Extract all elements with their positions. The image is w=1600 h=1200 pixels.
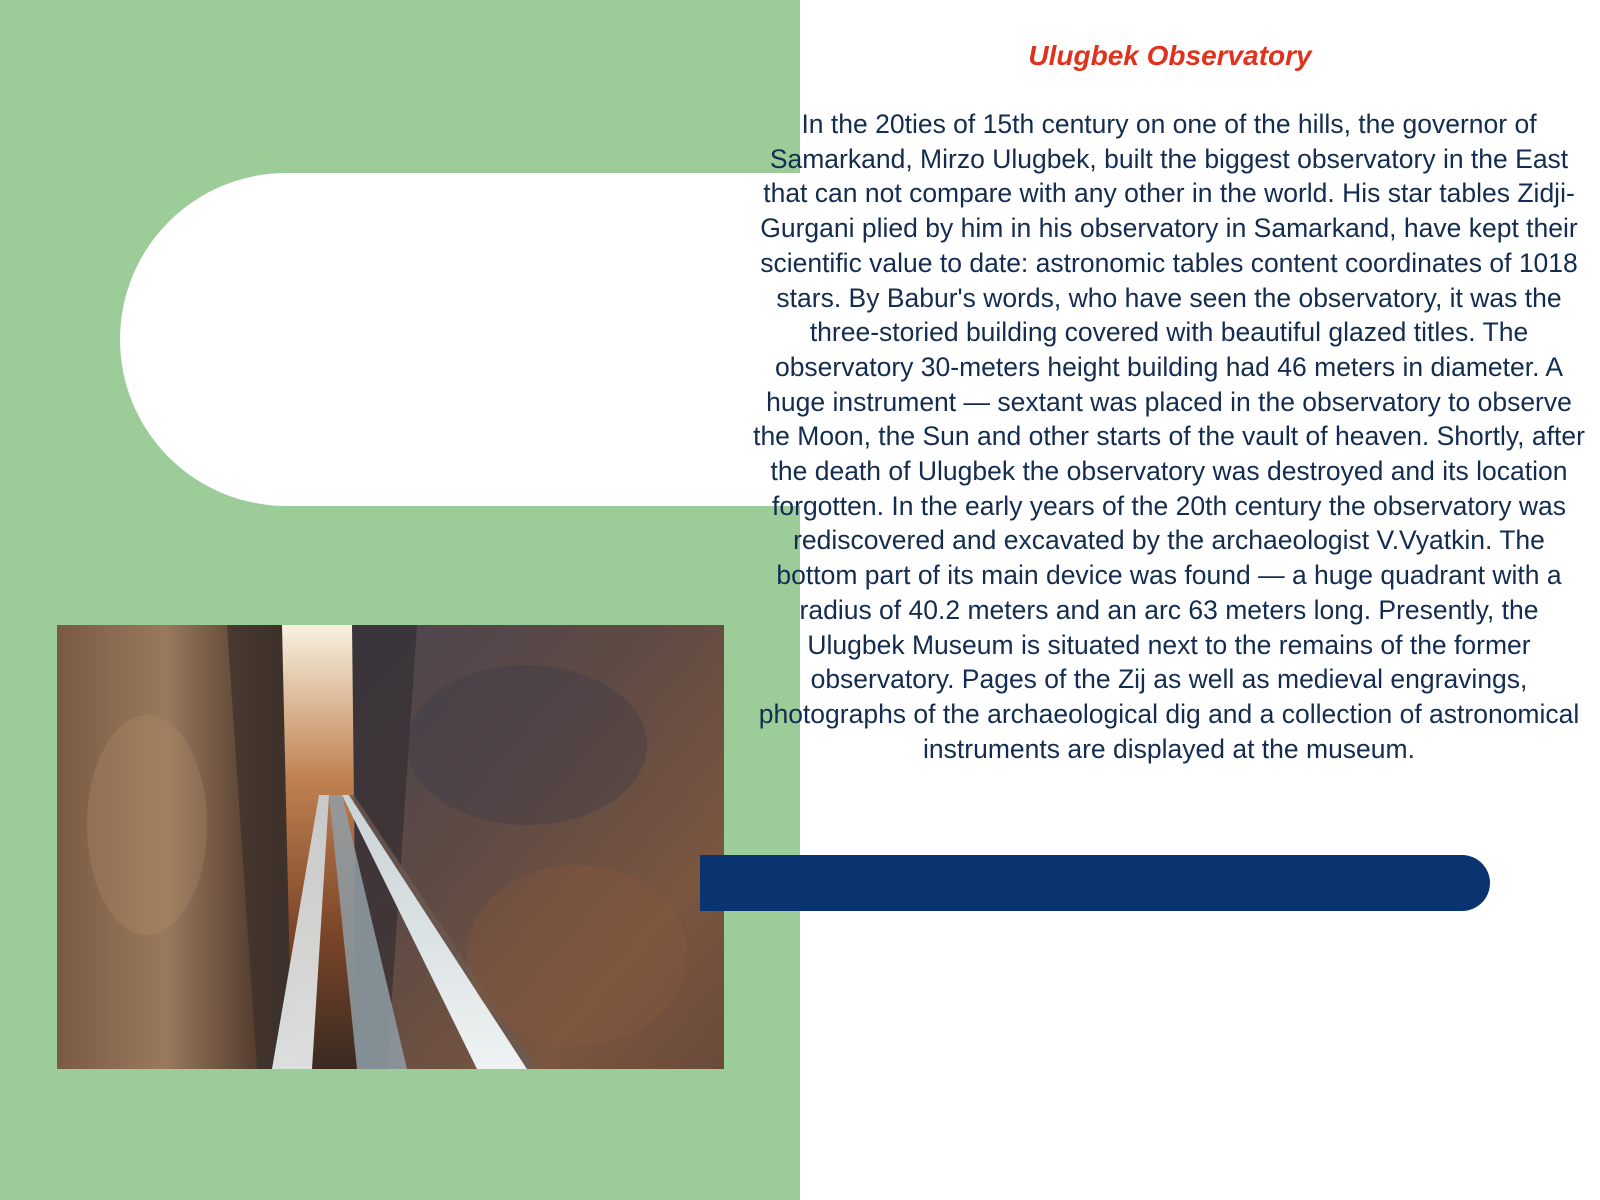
slide-body-text: In the 20ties of 15th century on one of the hills, the governor of Samarkand, Mirzo Ulugbek, built the biggest observatory in the East that can not compare with any other in the world. His star tables Zidji-Gurgani plied by him in his observatory in Samarkand, have kept their scientific value to date: astronomic tables content coordinates of 1018 stars. By Babur's words, who have seen the observatory, it was the three-storied building covered with beautiful glazed titles. The observatory 30-meters height building had 46 meters in diameter. A huge instrument — sextant was placed in the observatory to observe the Moon, the Sun and other starts of the vault of heaven. Shortly, after the death of Ulugbek the observatory was destroyed and its location forgotten. In the early years of the 20th century the observatory was rediscovered and excavated by the archaeologist V.Vyatkin. The bottom part of its main device was found — a huge quadrant with a radius of 40.2 meters and an arc 63 meters long. Presently, the Ulugbek Museum is situated next to the remains of the former observatory. Pages of the Zij as well as medieval engravings, photographs of the archaeological dig and a collection of astronomical instruments are displayed at the museum. xyxy=(753,109,1585,764)
sextant-trench-illustration xyxy=(57,625,724,1069)
blue-accent-bar xyxy=(700,855,1490,911)
observatory-sextant-photo xyxy=(57,625,724,1069)
slide-title: Ulugbek Observatory xyxy=(1028,40,1312,71)
